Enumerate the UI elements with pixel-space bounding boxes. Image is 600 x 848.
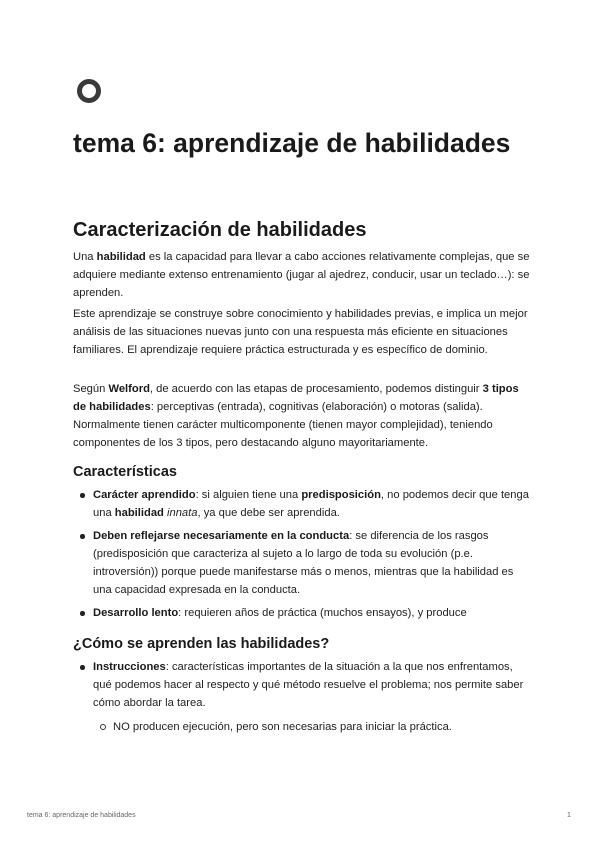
section-heading: Caracterización de habilidades <box>73 219 367 241</box>
text-run: : perceptivas (entrada), cognitivas (elaboración) o motoras (salida). Normalmente tienen carácter multicomponente (tienen mayor complejidad), teniendo componentes de los 3 tipos, pero destacando alguno mayoritariamente. <box>73 401 493 449</box>
bold-term: Carácter aprendido <box>93 489 196 501</box>
sub-list-item: NO producen ejecución, pero son necesarias para iniciar la práctica. <box>93 718 533 736</box>
text-run: , ya que debe ser aprendida. <box>197 507 340 519</box>
como-heading: ¿Cómo se aprenden las habilidades? <box>73 636 330 652</box>
caracteristicas-list <box>73 486 533 627</box>
text-run: Según <box>73 383 109 395</box>
list-item <box>73 604 533 622</box>
bold-term: Instrucciones <box>93 661 166 673</box>
list-item <box>73 527 533 599</box>
text-run: : si alguien tiene una <box>195 489 302 501</box>
text-run: es la capacidad para llevar a cabo acciones relativamente complejas, que se adquiere mediante extenso entrenamiento (jugar al ajedrez, conducir, usar un teclado…): se aprenden. <box>73 251 530 299</box>
caracteristicas-heading: Características <box>73 464 177 480</box>
footer-title: tema 6: aprendizaje de habilidades <box>27 812 136 819</box>
bold-term-welford: Welford <box>108 383 150 395</box>
text-run: : características importantes de la situación a la que nos enfrentamos, qué podemos hacer al respecto y qué método resuelve el problema; nos permite saber cómo abordar la tarea. <box>93 661 524 709</box>
text-run: : se diferencia de los rasgos (predisposición que caracteriza al sujeto a lo largo de toda su evolución (p.e. introversión)) porque puede manifestarse más o menos, mientras que la habilidad es una capacidad expresada en la conducta. <box>93 530 514 596</box>
bold-term-habilidad: habilidad <box>96 251 146 263</box>
text-run: , de acuerdo con las etapas de procesamiento, podemos distinguir <box>149 383 483 395</box>
como-list <box>73 658 533 741</box>
bold-term: predisposición <box>301 489 381 501</box>
text-run: Una <box>73 251 97 263</box>
text-run: , no podemos decir que tenga una <box>93 489 529 519</box>
paragraph-definition <box>73 248 533 302</box>
paragraph-welford <box>73 380 533 452</box>
bold-term-tipos: 3 tipos de habilidades <box>73 383 519 413</box>
paragraph-aprendizaje: Este aprendizaje se construye sobre conocimiento y habilidades previas, e implica un mejor análisis de las situaciones nuevas junto con una respuesta más eficiente en situaciones familiares. El aprendizaje requiere práctica estructurada y es específico de dominio. <box>73 308 528 356</box>
bold-term: Desarrollo lento <box>93 607 179 619</box>
bold-term: Deben reflejarse necesariamente en la conducta <box>93 530 350 542</box>
bold-term: habilidad <box>114 507 164 519</box>
italic-term: innata <box>167 507 198 519</box>
text-run: : requieren años de práctica (muchos ensayos), y produce <box>178 607 467 619</box>
list-item <box>73 486 533 522</box>
list-item <box>73 658 533 736</box>
sub-list <box>93 718 533 736</box>
page-number: 1 <box>567 812 571 819</box>
page-title: tema 6: aprendizaje de habilidades <box>73 128 511 158</box>
ring-icon <box>77 79 101 103</box>
